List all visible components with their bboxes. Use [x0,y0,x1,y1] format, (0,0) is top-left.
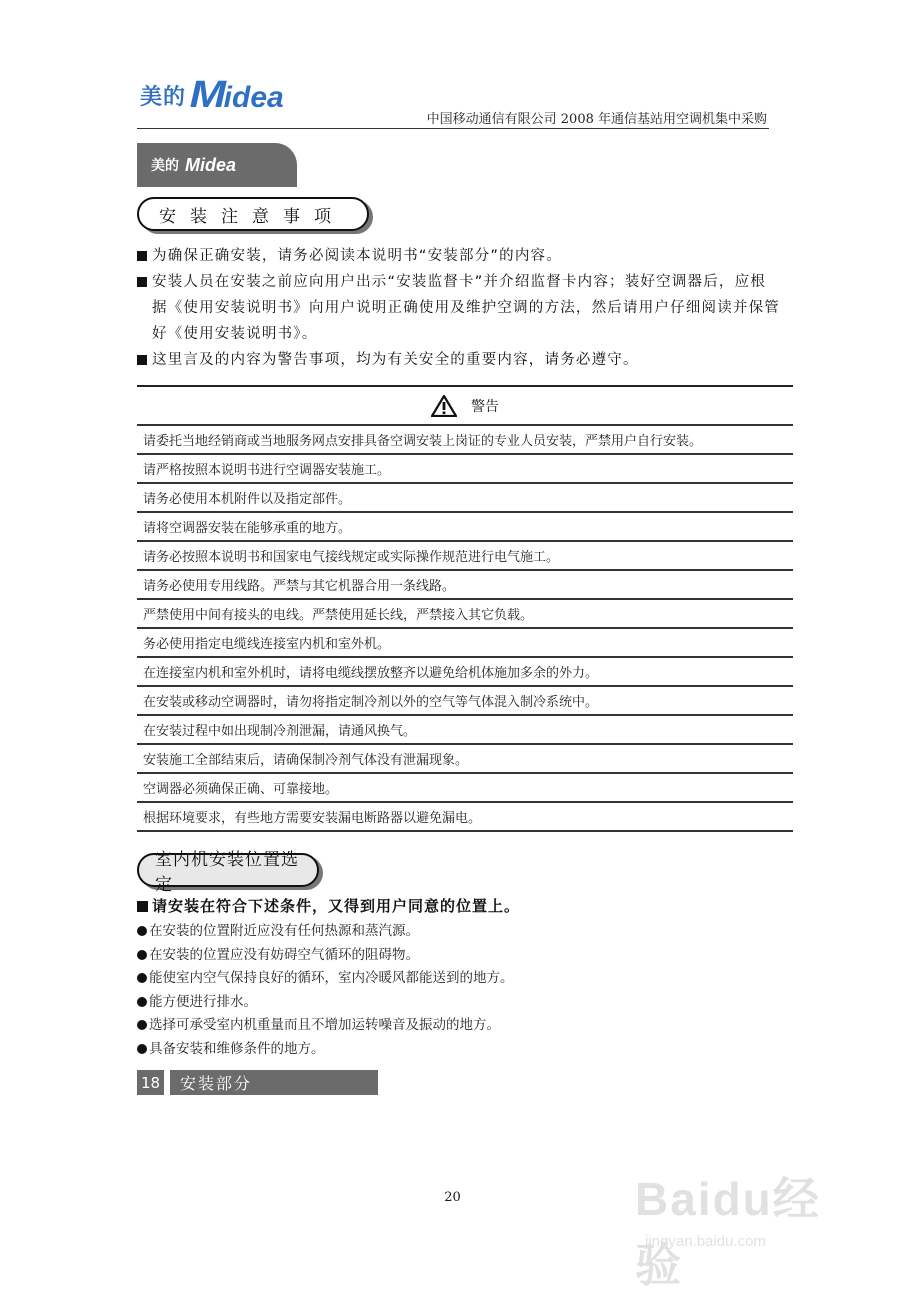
section-label: 安装部分 [170,1070,378,1095]
section-title-indoor-location: 室内机安装位置选定 [137,853,319,887]
install-note-2: 安装人员在安装之前应向用户出示“安装监督卡”并介绍监督卡内容；装好空调器后，应根 据《使用安装说明书》向用户说明正确使用及维护空调的方法，然后请用户仔细阅读并保管 好《使用安装说明书》。 [137,269,787,347]
warning-table [137,424,793,832]
warning-row: 请严格按照本说明书进行空调器安装施工。 [137,453,793,482]
list-item: 具备安装和维修条件的地方。 [137,1038,514,1062]
warning-row: 安装施工全部结束后，请确保制冷剂气体没有泄漏现象。 [137,743,793,772]
watermark-url: jingyan.baidu.com [645,1233,766,1250]
location-conditions-list [137,920,514,1061]
header-divider [137,128,769,129]
warning-row: 请务必使用专用线路。严禁与其它机器合用一条线路。 [137,569,793,598]
list-item: 能使室内空气保持良好的循环，室内冷暖风都能送到的地方。 [137,967,514,991]
list-item: 能方便进行排水。 [137,991,514,1015]
warning-row: 请委托当地经销商或当地服务网点安排具备空调安装上岗证的专业人员安装，严禁用户自行安装。 [137,424,793,453]
page-number: 20 [444,1190,461,1205]
dot-bullet-icon [137,950,147,960]
dot-bullet-icon [137,1044,147,1054]
list-item: 在安装的位置附近应没有任何热源和蒸汽源。 [137,920,514,944]
warning-row: 在连接室内机和室外机时，请将电缆线摆放整齐以避免给机体施加多余的外力。 [137,656,793,685]
square-bullet-icon [137,251,147,261]
badge-logo-en: Midea [185,154,237,175]
square-bullet-icon [137,355,147,365]
midea-logo [140,70,284,120]
location-intro: 请安装在符合下述条件，又得到用户同意的位置上。 [137,895,520,916]
install-note-1: 为确保正确安装，请务必阅读本说明书“安装部分”的内容。 [137,243,787,269]
square-bullet-icon [137,901,148,912]
warning-row: 严禁使用中间有接头的电线。严禁使用延长线，严禁接入其它负载。 [137,598,793,627]
section-page-number: 18 [137,1070,164,1095]
dot-bullet-icon [137,973,147,983]
warning-row: 空调器必须确保正确、可靠接地。 [137,772,793,801]
warning-header [137,389,793,423]
warning-row: 请务必使用本机附件以及指定部件。 [137,482,793,511]
logo-en: Midea [189,73,284,116]
baidu-watermark [635,1145,855,1291]
dot-bullet-icon [137,1020,147,1030]
dot-bullet-icon [137,926,147,936]
logo-cn: 美的 [140,84,187,110]
warning-top-rule [137,385,793,387]
midea-badge [137,143,297,187]
badge-logo-cn: 美的 [151,158,179,174]
warning-row: 在安装过程中如出现制冷剂泄漏，请通风换气。 [137,714,793,743]
dot-bullet-icon [137,997,147,1007]
warning-row: 根据环境要求，有些地方需要安装漏电断路器以避免漏电。 [137,801,793,832]
warning-row: 请将空调器安装在能够承重的地方。 [137,511,793,540]
warning-row: 请务必按照本说明书和国家电气接线规定或实际操作规范进行电气施工。 [137,540,793,569]
warning-triangle-icon [431,395,457,417]
warning-row: 在安装或移动空调器时，请勿将指定制冷剂以外的空气等气体混入制冷系统中。 [137,685,793,714]
list-item: 在安装的位置应没有妨碍空气循环的阻碍物。 [137,944,514,968]
square-bullet-icon [137,277,147,287]
watermark-brand: Baidu经验 [635,1173,821,1291]
section-title-install-notes: 安装注意事项 [137,197,369,231]
list-item: 选择可承受室内机重量而且不增加运转噪音及振动的地方。 [137,1014,514,1038]
warning-row: 务必使用指定电缆线连接室内机和室外机。 [137,627,793,656]
warning-label: 警告 [471,399,499,415]
header-title: 中国移动通信有限公司 2008 年通信基站用空调机集中采购 [426,112,767,127]
install-note-3: 这里言及的内容为警告事项，均为有关安全的重要内容，请务必遵守。 [137,347,787,373]
